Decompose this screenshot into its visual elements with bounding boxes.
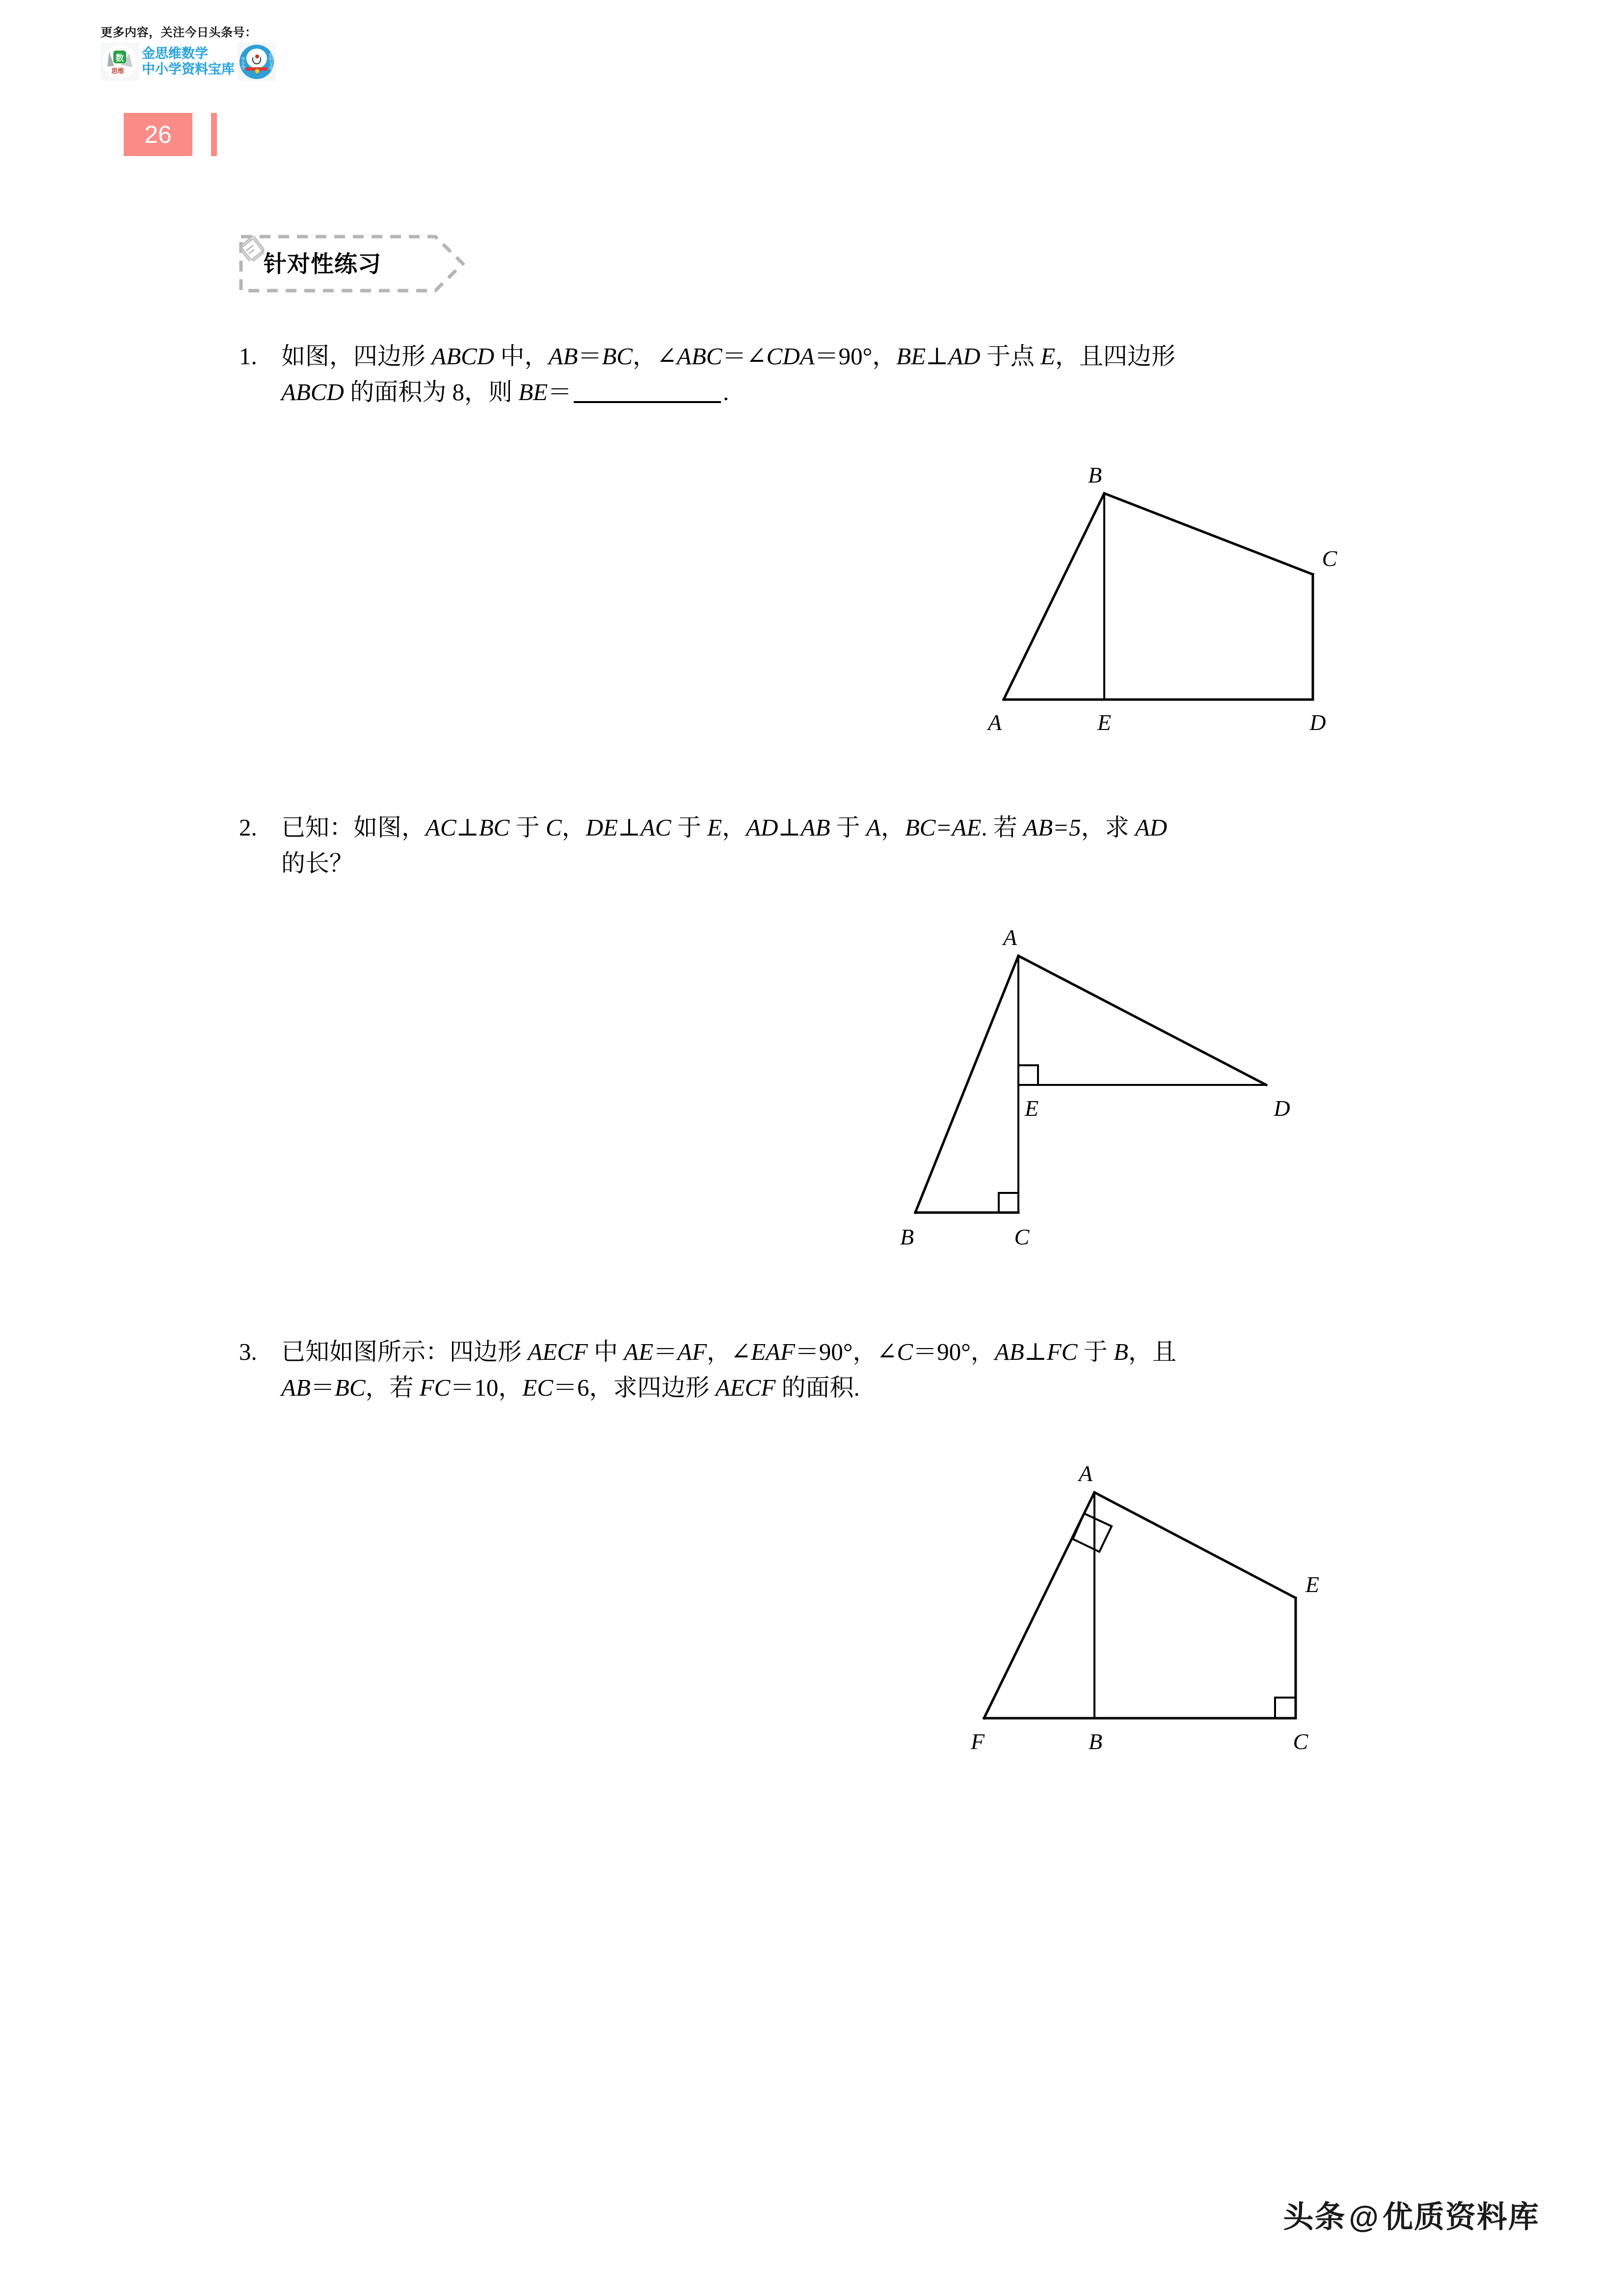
right-angle-mark-A (1073, 1513, 1112, 1552)
segment-AD (1018, 956, 1266, 1085)
problem-first-line (239, 339, 1402, 375)
problem-item (239, 339, 1402, 410)
vertex-label-C: C (1014, 1224, 1030, 1249)
answer-blank[interactable] (574, 401, 721, 403)
watermark-logo-row (101, 43, 307, 81)
problem-item (239, 1334, 1402, 1405)
page-number-accent-bar (211, 113, 217, 156)
vertex-label-E: E (1097, 710, 1112, 735)
problem-first-line (239, 1334, 1402, 1370)
notebook-icon (239, 235, 266, 261)
problem-text-line-1: 已知如图所示：四边形 AECF 中 AE＝AF，∠EAF＝90°，∠C＝90°，AB⊥FC 于 B，且 (281, 1338, 1176, 1365)
problem-item (239, 810, 1402, 881)
page-number-row (124, 113, 217, 156)
logo-caption: 思维 (111, 67, 125, 75)
account-name-2: 中小学资料宝库 (142, 62, 235, 77)
figure-problem-2 (893, 920, 1384, 1286)
segment-BC (1104, 493, 1313, 574)
watermark-tagline: 更多内容，关注今日头条号： (101, 26, 257, 39)
vertex-label-C: C (1322, 546, 1337, 571)
segment-AB (915, 956, 1018, 1213)
problem-text-line-2: AB＝BC，若 FC＝10，EC＝6，求四边形 AECF 的面积. (281, 1374, 860, 1401)
vertex-label-A: A (1078, 1461, 1093, 1486)
account-name-block (142, 46, 235, 78)
jinsiwei-logo (101, 43, 139, 81)
vertex-label-A: A (987, 710, 1002, 735)
cat-left-text: 中小学 (240, 56, 245, 70)
cat-bell-icon (255, 69, 260, 74)
vertex-label-D: D (1309, 710, 1326, 735)
problem-trailing: . (723, 378, 729, 405)
vertex-label-F: F (970, 1729, 985, 1754)
problem-number: 1. (239, 343, 257, 370)
page-number-badge: 26 (124, 113, 192, 156)
problem-text-line-2 (281, 375, 1402, 410)
vertex-label-A: A (1003, 925, 1017, 950)
problem-number: 3. (239, 1338, 257, 1365)
right-angle-mark-C (1275, 1698, 1296, 1718)
vertex-label-E: E (1024, 1096, 1039, 1121)
footer-at-symbol: @ (1349, 2200, 1380, 2234)
problem-text-line-2-parts: ABCD 的面积为 8，则 BE＝ (281, 378, 572, 405)
vertex-label-B: B (1088, 1729, 1103, 1754)
cat-nose-icon (255, 54, 259, 58)
figure-problem-3 (957, 1456, 1374, 1772)
figure-problem-1 (974, 454, 1367, 751)
cat-right-text: 资料宝库 (268, 53, 273, 70)
right-angle-mark-C (999, 1193, 1018, 1213)
problem-text-line-2: 的长？ (281, 849, 354, 877)
problem-text-line-1: 已知：如图，AC⊥BC 于 C，DE⊥AC 于 E，AD⊥AB 于 A，BC=AE. 若 AB=5，求 AD (281, 814, 1168, 841)
right-angle-mark-E (1018, 1065, 1038, 1085)
problem-first-line (239, 810, 1402, 846)
vertex-label-C: C (1293, 1729, 1308, 1754)
section-label: 针对性练习 (264, 250, 381, 277)
account-name-1: 金思维数学 (142, 46, 208, 61)
header-watermark (101, 27, 307, 81)
problem-text-line-1: 如图，四边形 ABCD 中，AB＝BC，∠ABC＝∠CDA＝90°，BE⊥AD 于点 E，且四边形 (281, 343, 1176, 370)
vertex-label-B: B (900, 1224, 914, 1249)
problem-number: 2. (239, 814, 257, 841)
vertex-label-B: B (1088, 462, 1102, 487)
ziliaobaoku-logo (238, 43, 276, 81)
segment-AE (1094, 1492, 1296, 1598)
compass-icon (106, 51, 114, 66)
footer-account: 优质资料库 (1382, 2200, 1540, 2234)
footer-watermark (1283, 2192, 1540, 2236)
section-banner (239, 235, 465, 293)
footer-brand: 头条 (1283, 2200, 1346, 2234)
vertex-label-D: D (1274, 1096, 1290, 1121)
seal-icon: 数 (113, 51, 126, 63)
segment-AB (1004, 493, 1104, 700)
vertex-label-E: E (1305, 1572, 1320, 1597)
